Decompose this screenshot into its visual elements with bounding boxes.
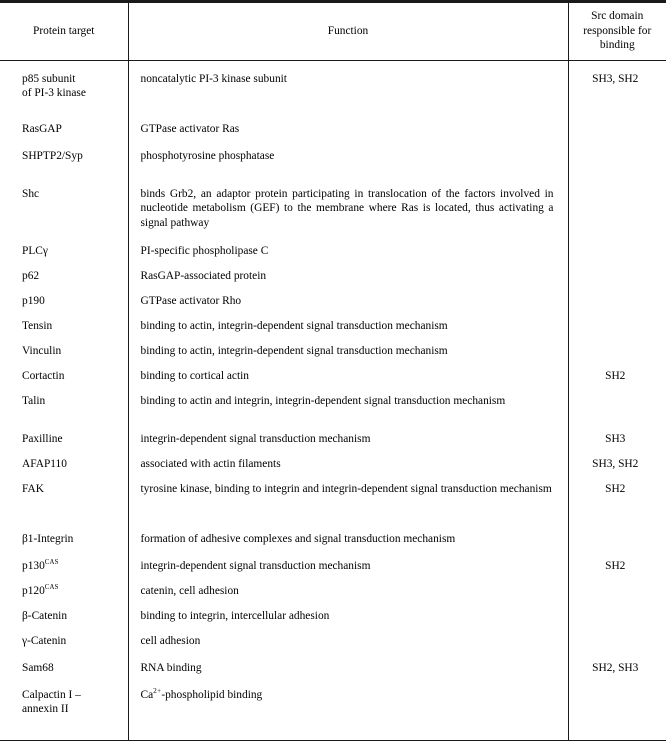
src-domain-text (575, 269, 657, 285)
table-row (0, 661, 666, 688)
src-domain-text: SH2, SH3 (592, 661, 639, 674)
cell-protein-target (0, 457, 128, 482)
src-domain-text (575, 609, 657, 625)
cell-protein-target (0, 634, 128, 661)
table-header (0, 1, 666, 60)
src-domain-text: SH3, SH2 (592, 72, 639, 85)
cell-function (128, 394, 568, 432)
cell-src-domain (568, 609, 666, 634)
function-text: binds Grb2, an adaptor protein participating in translocation of the factors involved in nucleotide metabolism (GEF) to the membrane where Ras is located, thus activating a signal pathway (140, 187, 554, 229)
function-text: RNA binding (140, 661, 202, 674)
function-text: noncatalytic PI-3 kinase subunit (140, 72, 287, 85)
function-base: Ca (140, 688, 154, 701)
cell-function (128, 244, 568, 269)
cell-function (128, 187, 568, 244)
protein-target-text: Tensin (22, 319, 53, 332)
cell-src-domain (568, 584, 666, 609)
protein-target-text: PLCγ (22, 244, 48, 257)
cell-protein-target (0, 72, 128, 122)
protein-target-line-1: Calpactin I – (22, 688, 81, 701)
protein-target-text (22, 559, 122, 575)
cell-function (128, 294, 568, 319)
protein-target-text: p190 (22, 294, 45, 307)
header-label-protein-target: Protein target (33, 24, 95, 37)
spacer-cell-domain (568, 60, 666, 72)
table-row (0, 432, 666, 457)
cell-function (128, 584, 568, 609)
cell-protein-target (0, 559, 128, 584)
function-text: binding to actin, integrin-dependent signal transduction mechanism (140, 344, 448, 357)
column-header-function (128, 3, 568, 61)
cell-src-domain (568, 634, 666, 661)
cell-protein-target (0, 532, 128, 559)
cell-protein-target (0, 149, 128, 187)
table-row (0, 369, 666, 394)
cell-function (128, 149, 568, 187)
function-text: tyrosine kinase, binding to integrin and integrin-dependent signal transduction mechanism (140, 482, 552, 495)
table-row (0, 394, 666, 432)
cell-src-domain (568, 269, 666, 294)
protein-target-text: β-Catenin (22, 609, 68, 622)
cell-function (128, 319, 568, 344)
protein-target-line-2: of PI-3 kinase (22, 87, 86, 100)
header-row (0, 3, 666, 61)
src-domain-text: SH2 (605, 559, 626, 572)
cell-src-domain (568, 661, 666, 688)
src-domain-text (575, 149, 657, 165)
function-text: integrin-dependent signal transduction mechanism (140, 432, 371, 445)
cell-protein-target (0, 187, 128, 244)
cell-protein-target (0, 122, 128, 149)
cell-protein-target (0, 609, 128, 634)
function-text: catenin, cell adhesion (140, 584, 239, 597)
cell-src-domain (568, 187, 666, 244)
function-text (141, 688, 554, 704)
table-row (0, 72, 666, 122)
table-row (0, 688, 666, 726)
spacer-cell-target (0, 60, 128, 72)
function-text: binding to integrin, intercellular adhesion (140, 609, 330, 622)
cell-protein-target (0, 661, 128, 688)
src-domain-text (575, 294, 657, 310)
tail-cell-function (128, 726, 568, 741)
function-text: phosphotyrosine phosphatase (140, 149, 275, 162)
cell-function (128, 369, 568, 394)
cell-protein-target (0, 432, 128, 457)
src-domain-text (575, 634, 657, 650)
header-label-src-domain-line3: binding (599, 39, 635, 52)
cell-protein-target (0, 688, 128, 726)
protein-target-superscript: CAS (44, 558, 59, 566)
cell-src-domain (568, 394, 666, 432)
cell-src-domain (568, 344, 666, 369)
cell-src-domain (568, 294, 666, 319)
column-header-protein-target (0, 3, 128, 61)
protein-target-text: Talin (22, 394, 46, 407)
protein-target-text: Cortactin (22, 369, 65, 382)
src-domain-text (575, 584, 657, 600)
protein-target-text: β1-Integrin (22, 532, 74, 545)
function-text: formation of adhesive complexes and signal transduction mechanism (140, 532, 456, 545)
protein-target-line-1: p85 subunit (22, 72, 76, 85)
src-domain-text (575, 344, 657, 360)
function-text: RasGAP-associated protein (140, 269, 267, 282)
src-domain-text: SH2 (605, 369, 626, 382)
cell-protein-target (0, 244, 128, 269)
tail-cell-domain (568, 726, 666, 741)
cell-src-domain (568, 688, 666, 726)
cell-src-domain (568, 432, 666, 457)
src-domain-text (575, 394, 657, 410)
table-row (0, 187, 666, 244)
function-rest: -phospholipid binding (161, 688, 263, 701)
cell-function (128, 688, 568, 726)
spacer-cell-function (128, 60, 568, 72)
function-text: cell adhesion (140, 634, 201, 647)
cell-protein-target (0, 584, 128, 609)
function-text: binding to actin, integrin-dependent signal transduction mechanism (140, 319, 448, 332)
cell-function (128, 532, 568, 559)
cell-protein-target (0, 294, 128, 319)
protein-target-text: FAK (22, 482, 44, 495)
cell-function (128, 482, 568, 532)
protein-target-text: Sam68 (22, 661, 54, 674)
table-row (0, 559, 666, 584)
table-row (0, 269, 666, 294)
cell-function (128, 344, 568, 369)
protein-target-text: AFAP110 (22, 457, 67, 470)
function-text: binding to actin and integrin, integrin-dependent signal transduction mechanism (140, 394, 506, 407)
cell-function (128, 432, 568, 457)
src-domain-text (575, 688, 657, 704)
function-text: GTPase activator Rho (140, 294, 242, 307)
protein-target-text: Shc (22, 187, 40, 200)
src-domain-text (575, 319, 657, 335)
cell-src-domain (568, 72, 666, 122)
cell-src-domain (568, 319, 666, 344)
cell-protein-target (0, 394, 128, 432)
protein-target-base: p130 (22, 559, 45, 572)
cell-src-domain (568, 122, 666, 149)
cell-src-domain (568, 369, 666, 394)
cell-protein-target (0, 344, 128, 369)
protein-target-text: p62 (22, 269, 40, 282)
function-text: binding to cortical actin (140, 369, 249, 382)
table-row (0, 149, 666, 187)
cell-src-domain (568, 482, 666, 532)
table-row (0, 584, 666, 609)
protein-target-text (22, 72, 122, 101)
header-label-function: Function (327, 24, 369, 37)
header-label-src-domain-line2: responsible for (583, 24, 652, 37)
protein-target-superscript: CAS (44, 583, 59, 591)
cell-function (128, 122, 568, 149)
cell-src-domain (568, 559, 666, 584)
src-domain-text (575, 122, 657, 138)
function-text: GTPase activator Ras (140, 122, 240, 135)
protein-target-base: p120 (22, 584, 45, 597)
table-row (0, 532, 666, 559)
function-text: integrin-dependent signal transduction mechanism (140, 559, 371, 572)
table-row (0, 344, 666, 369)
protein-target-text: Vinculin (22, 344, 62, 357)
table-bottom-spacer (0, 726, 666, 741)
column-header-src-domain (568, 3, 666, 61)
table-row (0, 122, 666, 149)
cell-protein-target (0, 319, 128, 344)
cell-function (128, 609, 568, 634)
function-superscript: 2+ (153, 686, 162, 695)
protein-target-text (22, 688, 122, 717)
src-domain-text (575, 532, 657, 548)
cell-function (128, 269, 568, 294)
table-row (0, 319, 666, 344)
cell-function (128, 661, 568, 688)
cell-function (128, 559, 568, 584)
cell-src-domain (568, 244, 666, 269)
src-domain-text: SH3, SH2 (592, 457, 639, 470)
table-row (0, 609, 666, 634)
cell-function (128, 457, 568, 482)
src-domain-text (575, 187, 657, 203)
table-body (0, 60, 666, 741)
protein-target-text: Paxilline (22, 432, 63, 445)
table-row (0, 482, 666, 532)
header-gap-spacer (0, 60, 666, 72)
cell-protein-target (0, 369, 128, 394)
table-row (0, 457, 666, 482)
protein-target-line-2: annexin II (22, 703, 69, 716)
cell-function (128, 72, 568, 122)
protein-target-text: SHPTP2/Syp (22, 149, 83, 162)
cell-function (128, 634, 568, 661)
src-domain-text (575, 244, 657, 260)
cell-src-domain (568, 532, 666, 559)
header-label-src-domain-line1: Src domain (591, 10, 644, 22)
src-domain-text: SH2 (605, 482, 626, 495)
function-text: associated with actin filaments (140, 457, 281, 470)
table-row (0, 244, 666, 269)
table-row (0, 294, 666, 319)
table-row (0, 634, 666, 661)
tail-cell-target (0, 726, 128, 741)
cell-protein-target (0, 269, 128, 294)
protein-target-text: RasGAP (22, 122, 62, 135)
protein-target-text: γ-Catenin (22, 634, 67, 647)
src-domain-text: SH3 (605, 432, 626, 445)
cell-protein-target (0, 482, 128, 532)
cell-src-domain (568, 149, 666, 187)
function-text: PI-specific phospholipase C (140, 244, 269, 257)
cell-src-domain (568, 457, 666, 482)
protein-target-text (22, 584, 122, 600)
